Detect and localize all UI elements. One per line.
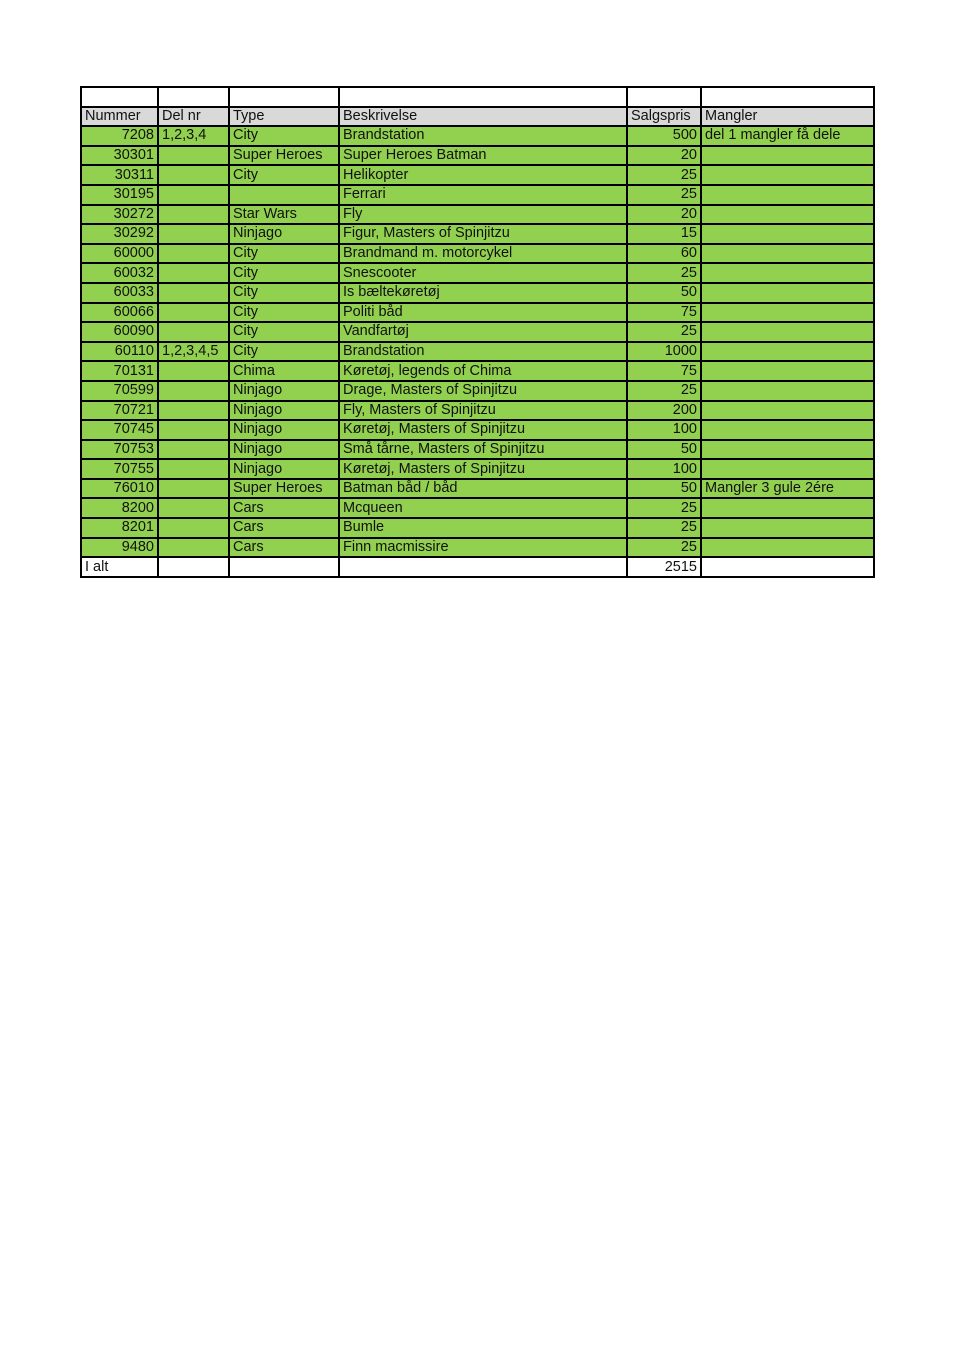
cell-salgspris: 50 (627, 283, 701, 303)
cell-type: Cars (229, 498, 339, 518)
cell-del-nr (158, 361, 229, 381)
blank-cell (701, 557, 874, 577)
table-body (81, 87, 874, 577)
cell-type: Super Heroes (229, 146, 339, 166)
cell-mangler (701, 303, 874, 323)
table-row (81, 185, 874, 205)
header-salgspris: Salgspris (627, 107, 701, 127)
cell-type: Chima (229, 361, 339, 381)
cell-type: Cars (229, 538, 339, 558)
cell-del-nr: 1,2,3,4 (158, 126, 229, 146)
cell-salgspris: 25 (627, 165, 701, 185)
cell-salgspris: 25 (627, 263, 701, 283)
cell-mangler (701, 342, 874, 362)
cell-nummer: 30272 (81, 205, 158, 225)
cell-salgspris: 20 (627, 205, 701, 225)
cell-beskrivelse: Mcqueen (339, 498, 627, 518)
cell-del-nr (158, 538, 229, 558)
cell-beskrivelse: Snescooter (339, 263, 627, 283)
cell-nummer: 30311 (81, 165, 158, 185)
cell-salgspris: 60 (627, 244, 701, 264)
cell-mangler (701, 381, 874, 401)
table-row (81, 283, 874, 303)
blank-cell (339, 87, 627, 107)
cell-del-nr (158, 401, 229, 421)
cell-mangler (701, 420, 874, 440)
total-salgspris: 2515 (627, 557, 701, 577)
cell-type: Cars (229, 518, 339, 538)
cell-nummer: 60033 (81, 283, 158, 303)
total-row (81, 557, 874, 577)
cell-nummer: 9480 (81, 538, 158, 558)
cell-type: Ninjago (229, 381, 339, 401)
cell-beskrivelse: Vandfartøj (339, 322, 627, 342)
cell-mangler (701, 165, 874, 185)
blank-cell (701, 87, 874, 107)
cell-salgspris: 50 (627, 479, 701, 499)
header-mangler: Mangler (701, 107, 874, 127)
cell-beskrivelse: Brandmand m. motorcykel (339, 244, 627, 264)
table-row (81, 126, 874, 146)
cell-beskrivelse: Fly (339, 205, 627, 225)
cell-beskrivelse: Helikopter (339, 165, 627, 185)
cell-beskrivelse: Fly, Masters of Spinjitzu (339, 401, 627, 421)
cell-salgspris: 1000 (627, 342, 701, 362)
table-row (81, 381, 874, 401)
cell-beskrivelse: Små tårne, Masters of Spinjitzu (339, 440, 627, 460)
cell-nummer: 70755 (81, 459, 158, 479)
cell-salgspris: 15 (627, 224, 701, 244)
cell-del-nr (158, 165, 229, 185)
cell-beskrivelse: Køretøj, legends of Chima (339, 361, 627, 381)
cell-type: City (229, 303, 339, 323)
cell-salgspris: 25 (627, 185, 701, 205)
cell-del-nr (158, 459, 229, 479)
cell-mangler (701, 538, 874, 558)
cell-beskrivelse: Finn macmissire (339, 538, 627, 558)
cell-del-nr (158, 420, 229, 440)
cell-del-nr (158, 322, 229, 342)
table-row (81, 303, 874, 323)
blank-cell (158, 557, 229, 577)
blank-cell (229, 87, 339, 107)
header-beskrivelse: Beskrivelse (339, 107, 627, 127)
header-nummer: Nummer (81, 107, 158, 127)
table-row (81, 538, 874, 558)
blank-cell (627, 87, 701, 107)
table-row (81, 224, 874, 244)
cell-del-nr (158, 283, 229, 303)
cell-mangler (701, 459, 874, 479)
cell-del-nr (158, 479, 229, 499)
cell-salgspris: 25 (627, 322, 701, 342)
cell-type: Ninjago (229, 420, 339, 440)
cell-nummer: 60090 (81, 322, 158, 342)
table-row (81, 518, 874, 538)
cell-type: Super Heroes (229, 479, 339, 499)
cell-beskrivelse: Køretøj, Masters of Spinjitzu (339, 420, 627, 440)
cell-beskrivelse: Ferrari (339, 185, 627, 205)
header-type: Type (229, 107, 339, 127)
cell-del-nr (158, 263, 229, 283)
cell-mangler (701, 263, 874, 283)
cell-del-nr (158, 303, 229, 323)
cell-salgspris: 25 (627, 518, 701, 538)
cell-beskrivelse: Batman båd / båd (339, 479, 627, 499)
cell-salgspris: 25 (627, 498, 701, 518)
table-row (81, 165, 874, 185)
cell-nummer: 60066 (81, 303, 158, 323)
cell-beskrivelse: Politi båd (339, 303, 627, 323)
cell-type: City (229, 342, 339, 362)
cell-mangler (701, 205, 874, 225)
cell-type (229, 185, 339, 205)
total-label: I alt (81, 557, 158, 577)
cell-mangler (701, 146, 874, 166)
table-row (81, 459, 874, 479)
cell-beskrivelse: Super Heroes Batman (339, 146, 627, 166)
cell-type: City (229, 322, 339, 342)
blank-cell (229, 557, 339, 577)
cell-mangler: del 1 mangler få dele (701, 126, 874, 146)
cell-del-nr (158, 224, 229, 244)
cell-nummer: 30292 (81, 224, 158, 244)
cell-type: City (229, 165, 339, 185)
table-row (81, 498, 874, 518)
cell-del-nr (158, 518, 229, 538)
table-row (81, 420, 874, 440)
cell-del-nr (158, 146, 229, 166)
cell-beskrivelse: Køretøj, Masters of Spinjitzu (339, 459, 627, 479)
cell-mangler (701, 322, 874, 342)
table-row (81, 440, 874, 460)
cell-salgspris: 20 (627, 146, 701, 166)
cell-nummer: 60000 (81, 244, 158, 264)
table-row (81, 401, 874, 421)
cell-del-nr: 1,2,3,4,5 (158, 342, 229, 362)
cell-salgspris: 50 (627, 440, 701, 460)
cell-mangler (701, 498, 874, 518)
cell-beskrivelse: Brandstation (339, 126, 627, 146)
header-del-nr: Del nr (158, 107, 229, 127)
cell-nummer: 8200 (81, 498, 158, 518)
cell-salgspris: 100 (627, 459, 701, 479)
cell-type: Ninjago (229, 459, 339, 479)
table-row (81, 263, 874, 283)
cell-nummer: 8201 (81, 518, 158, 538)
blank-cell (81, 87, 158, 107)
cell-nummer: 70721 (81, 401, 158, 421)
cell-nummer: 60110 (81, 342, 158, 362)
cell-type: Ninjago (229, 401, 339, 421)
table-row (81, 244, 874, 264)
blank-top-row (81, 87, 874, 107)
cell-nummer: 7208 (81, 126, 158, 146)
cell-beskrivelse: Is bæltekøretøj (339, 283, 627, 303)
cell-nummer: 30195 (81, 185, 158, 205)
cell-salgspris: 500 (627, 126, 701, 146)
cell-mangler (701, 361, 874, 381)
cell-nummer: 70131 (81, 361, 158, 381)
blank-cell (339, 557, 627, 577)
cell-beskrivelse: Drage, Masters of Spinjitzu (339, 381, 627, 401)
blank-cell (158, 87, 229, 107)
cell-type: Ninjago (229, 224, 339, 244)
cell-beskrivelse: Figur, Masters of Spinjitzu (339, 224, 627, 244)
cell-salgspris: 25 (627, 538, 701, 558)
table-row (81, 322, 874, 342)
cell-salgspris: 100 (627, 420, 701, 440)
cell-salgspris: 25 (627, 381, 701, 401)
table-row (81, 361, 874, 381)
table-row (81, 205, 874, 225)
cell-type: City (229, 263, 339, 283)
cell-nummer: 70599 (81, 381, 158, 401)
cell-del-nr (158, 498, 229, 518)
cell-del-nr (158, 205, 229, 225)
cell-mangler: Mangler 3 gule 2ére (701, 479, 874, 499)
cell-nummer: 70753 (81, 440, 158, 460)
cell-mangler (701, 185, 874, 205)
header-row (81, 107, 874, 127)
cell-mangler (701, 518, 874, 538)
cell-mangler (701, 440, 874, 460)
cell-mangler (701, 401, 874, 421)
cell-type: City (229, 283, 339, 303)
cell-type: City (229, 244, 339, 264)
cell-type: City (229, 126, 339, 146)
price-list-table (80, 86, 875, 578)
cell-nummer: 60032 (81, 263, 158, 283)
cell-mangler (701, 244, 874, 264)
cell-type: Ninjago (229, 440, 339, 460)
cell-salgspris: 75 (627, 361, 701, 381)
cell-del-nr (158, 440, 229, 460)
cell-beskrivelse: Brandstation (339, 342, 627, 362)
table-row (81, 342, 874, 362)
table-row (81, 146, 874, 166)
cell-mangler (701, 283, 874, 303)
cell-del-nr (158, 244, 229, 264)
cell-salgspris: 75 (627, 303, 701, 323)
cell-del-nr (158, 185, 229, 205)
table-row (81, 479, 874, 499)
cell-del-nr (158, 381, 229, 401)
cell-nummer: 76010 (81, 479, 158, 499)
cell-type: Star Wars (229, 205, 339, 225)
cell-beskrivelse: Bumle (339, 518, 627, 538)
cell-nummer: 30301 (81, 146, 158, 166)
cell-salgspris: 200 (627, 401, 701, 421)
cell-nummer: 70745 (81, 420, 158, 440)
cell-mangler (701, 224, 874, 244)
